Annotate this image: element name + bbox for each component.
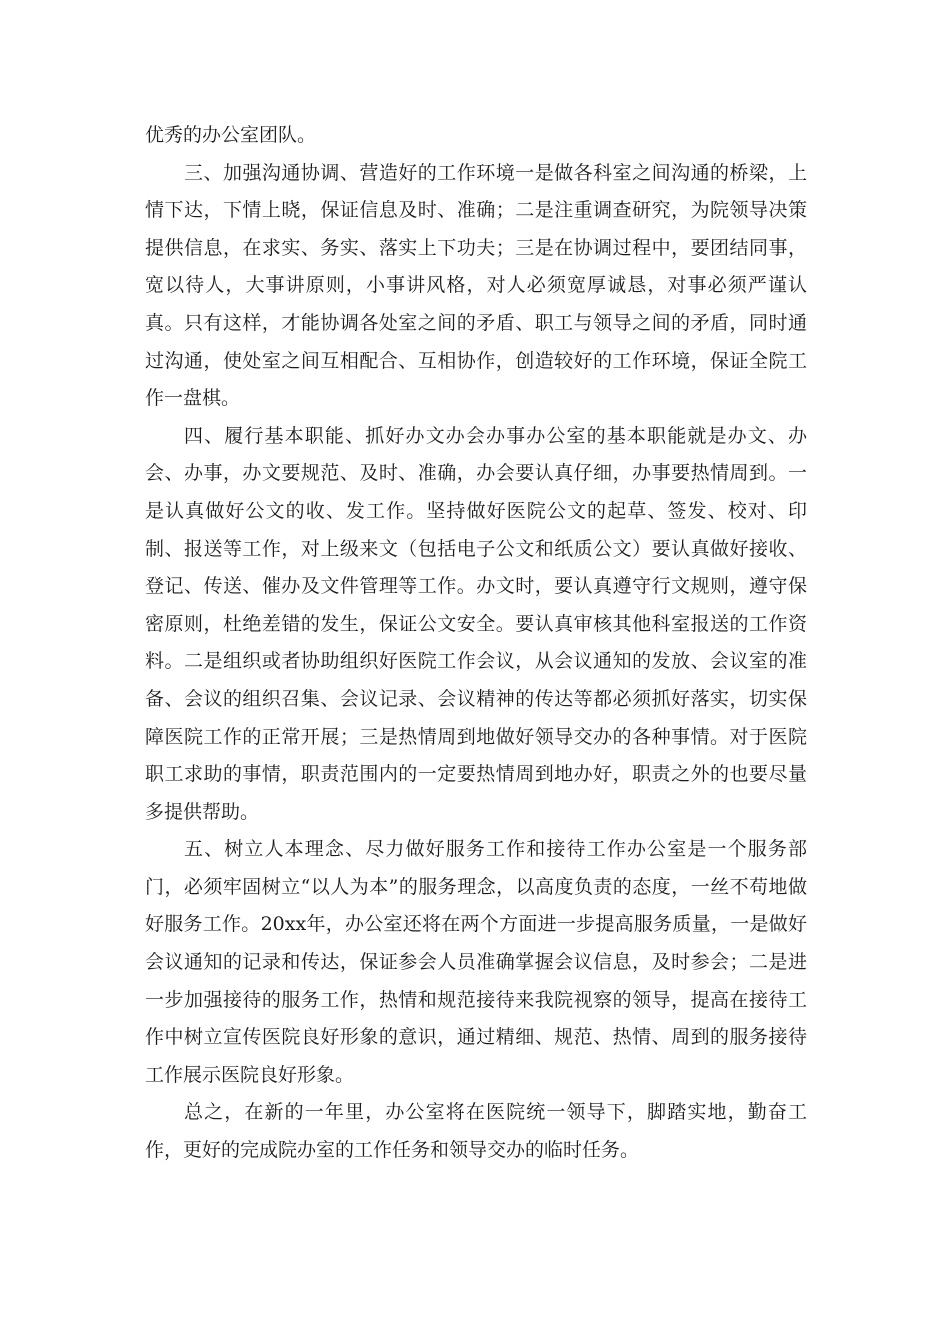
paragraph-section-three: 三、加强沟通协调、营造好的工作环境一是做各科室之间沟通的桥梁，上情下达，下情上晓，保证信息及时、准确；二是注重调查研究，为院领导决策提供信息，在求实、务实、落实上下功夫；三是在协调过程中，要团结同事，宽以待人，大事讲原则，小事讲风格，对人必须宽厚诚恳，对事必须严谨认真。只有这样，才能协调各处室之间的矛盾、职工与领导之间的矛盾，同时通过沟通，使处室之间互相配合、互相协作，创造较好的工作环境，保证全院工作一盘棋。 bbox=[145, 161, 807, 410]
paragraph-section-four: 四、履行基本职能、抓好办文办会办事办公室的基本职能就是办文、办会、办事，办文要规范、及时、准确，办会要认真仔细，办事要热情周到。一是认真做好公文的收、发工作。坚持做好医院公文的起草、签发、校对、印制、报送等工作，对上级来文（包括电子公文和纸质公文）要认真做好接收、登记、传送、催办及文件管理等工作。办文时，要认真遵守行文规则，遵守保密原则，杜绝差错的发生，保证公文安全。要认真审核其他科室报送的工作资料。二是组织或者协助组织好医院工作会议，从会议通知的发放、会议室的准备、会议的组织召集、会议记录、会议精神的传达等都必须抓好落实，切实保障医院工作的正常开展；三是热情周到地做好领导交办的各种事情。对于医院职工求助的事情，职责范围内的一定要热情周到地办好，职责之外的也要尽量多提供帮助。 bbox=[145, 424, 807, 823]
paragraph-section-five: 五、树立人本理念、尽力做好服务工作和接待工作办公室是一个服务部门，必须牢固树立“以人为本”的服务理念，以高度负责的态度，一丝不苟地做好服务工作。20xx年，办公室还将在两个方面进一步提高服务质量，一是做好会议通知的记录和传达，保证参会人员准确掌握会议信息，及时参会；二是进一步加强接待的服务工作，热情和规范接待来我院视察的领导，提高在接待工作中树立宣传医院良好形象的意识，通过精细、规范、热情、周到的服务接待工作展示医院良好形象。 bbox=[145, 838, 807, 1086]
paragraph-conclusion: 总之，在新的一年里，办公室将在医院统一领导下，脚踏实地，勤奋工作，更好的完成院办室的工作任务和领导交办的临时任务。 bbox=[145, 1101, 807, 1162]
paragraph-closing-fragment: 优秀的办公室团队。 bbox=[145, 124, 317, 146]
document-page bbox=[145, 117, 807, 1170]
